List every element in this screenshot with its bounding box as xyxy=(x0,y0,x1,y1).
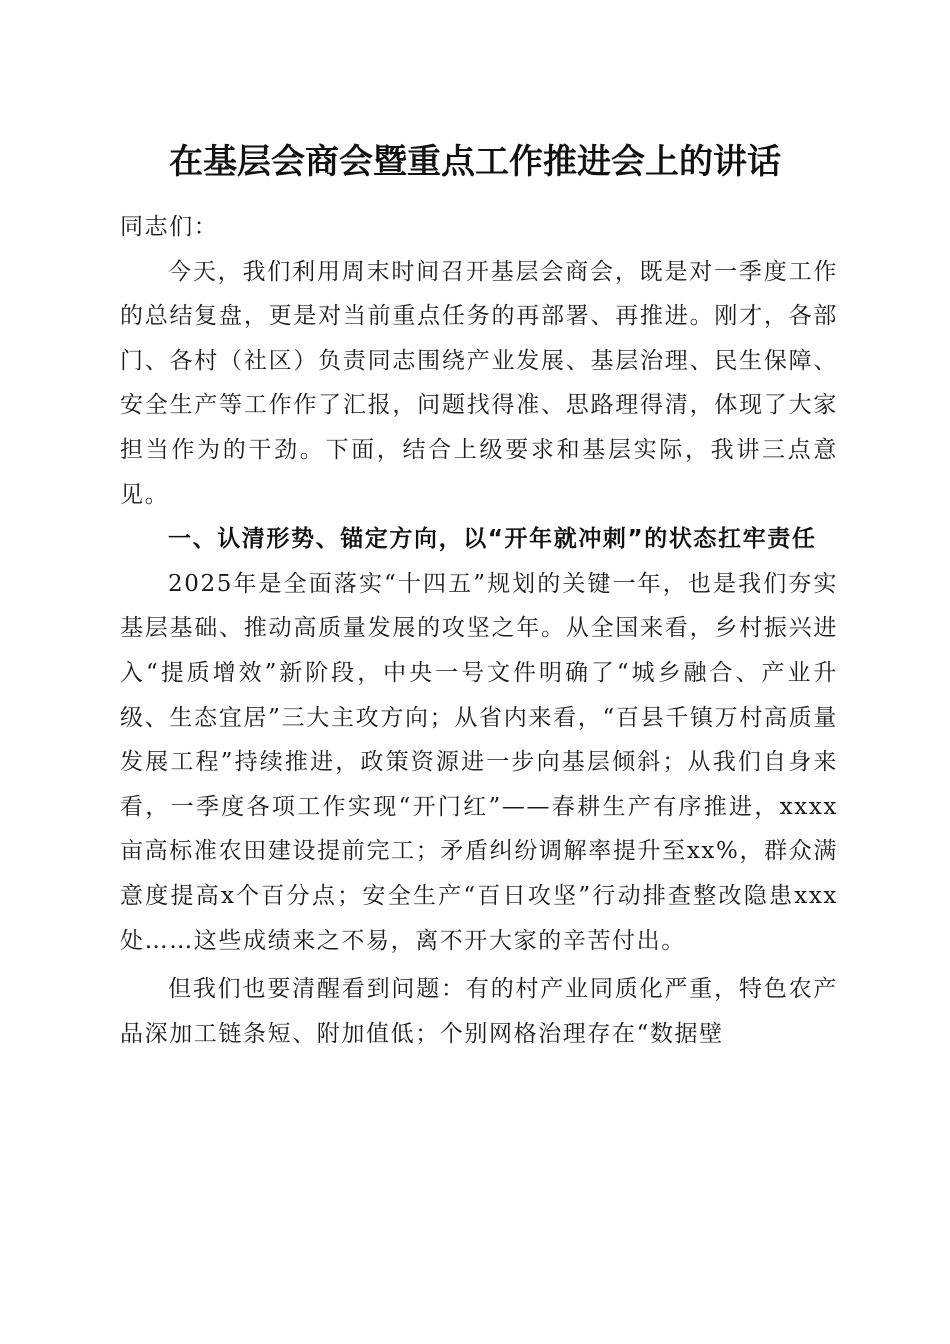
document-title: 在基层会商会暨重点工作推进会上的讲话 xyxy=(169,142,781,182)
section-paragraph: 2025年是全面落实“十四五”规划的关键一年，也是我们夯实基层基础、推动高质量发展的攻坚之年。从全国来看，乡村振兴进入“提质增效”新阶段，中央一号文件明确了“城乡融合、产业升级、生态宜居”三大主攻方向；从省内来看，“百县千镇万村高质量发展工程”持续推进，政策资源进一步向基层倾斜；从我们自身来看，一季度各项工作实现“开门红”——春耕生产有序推进，xxxx亩高标准农田建设提前完工；矛盾纠纷调解率提升至xx%，群众满意度提高x个百分点；安全生产“百日攻坚”行动排查整改隐患xxx处……这些成绩来之不易，离不开大家的辛苦付出。 xyxy=(120,570,838,954)
opening-paragraph: 今天，我们利用周末时间召开基层会商会，既是对一季度工作的总结复盘，更是对当前重点任务的再部署、再推进。刚才，各部门、各村（社区）负责同志围绕产业发展、基层治理、民生保障、安全生产等工作作了汇报，问题找得准、思路理得清，体现了大家担当作为的干劲。下面，结合上级要求和基层实际，我讲三点意见。 xyxy=(120,258,838,508)
section-heading: 一、认清形势、锚定方向，以“开年就冲刺”的状态扛牢责任 xyxy=(168,526,817,553)
document-body xyxy=(120,205,838,1056)
salutation: 同志们： xyxy=(120,214,219,240)
section-paragraph: 但我们也要清醒看到问题：有的村产业同质化严重，特色农产品深加工链条短、附加值低；个别网格治理存在“数据壁 xyxy=(120,976,838,1047)
